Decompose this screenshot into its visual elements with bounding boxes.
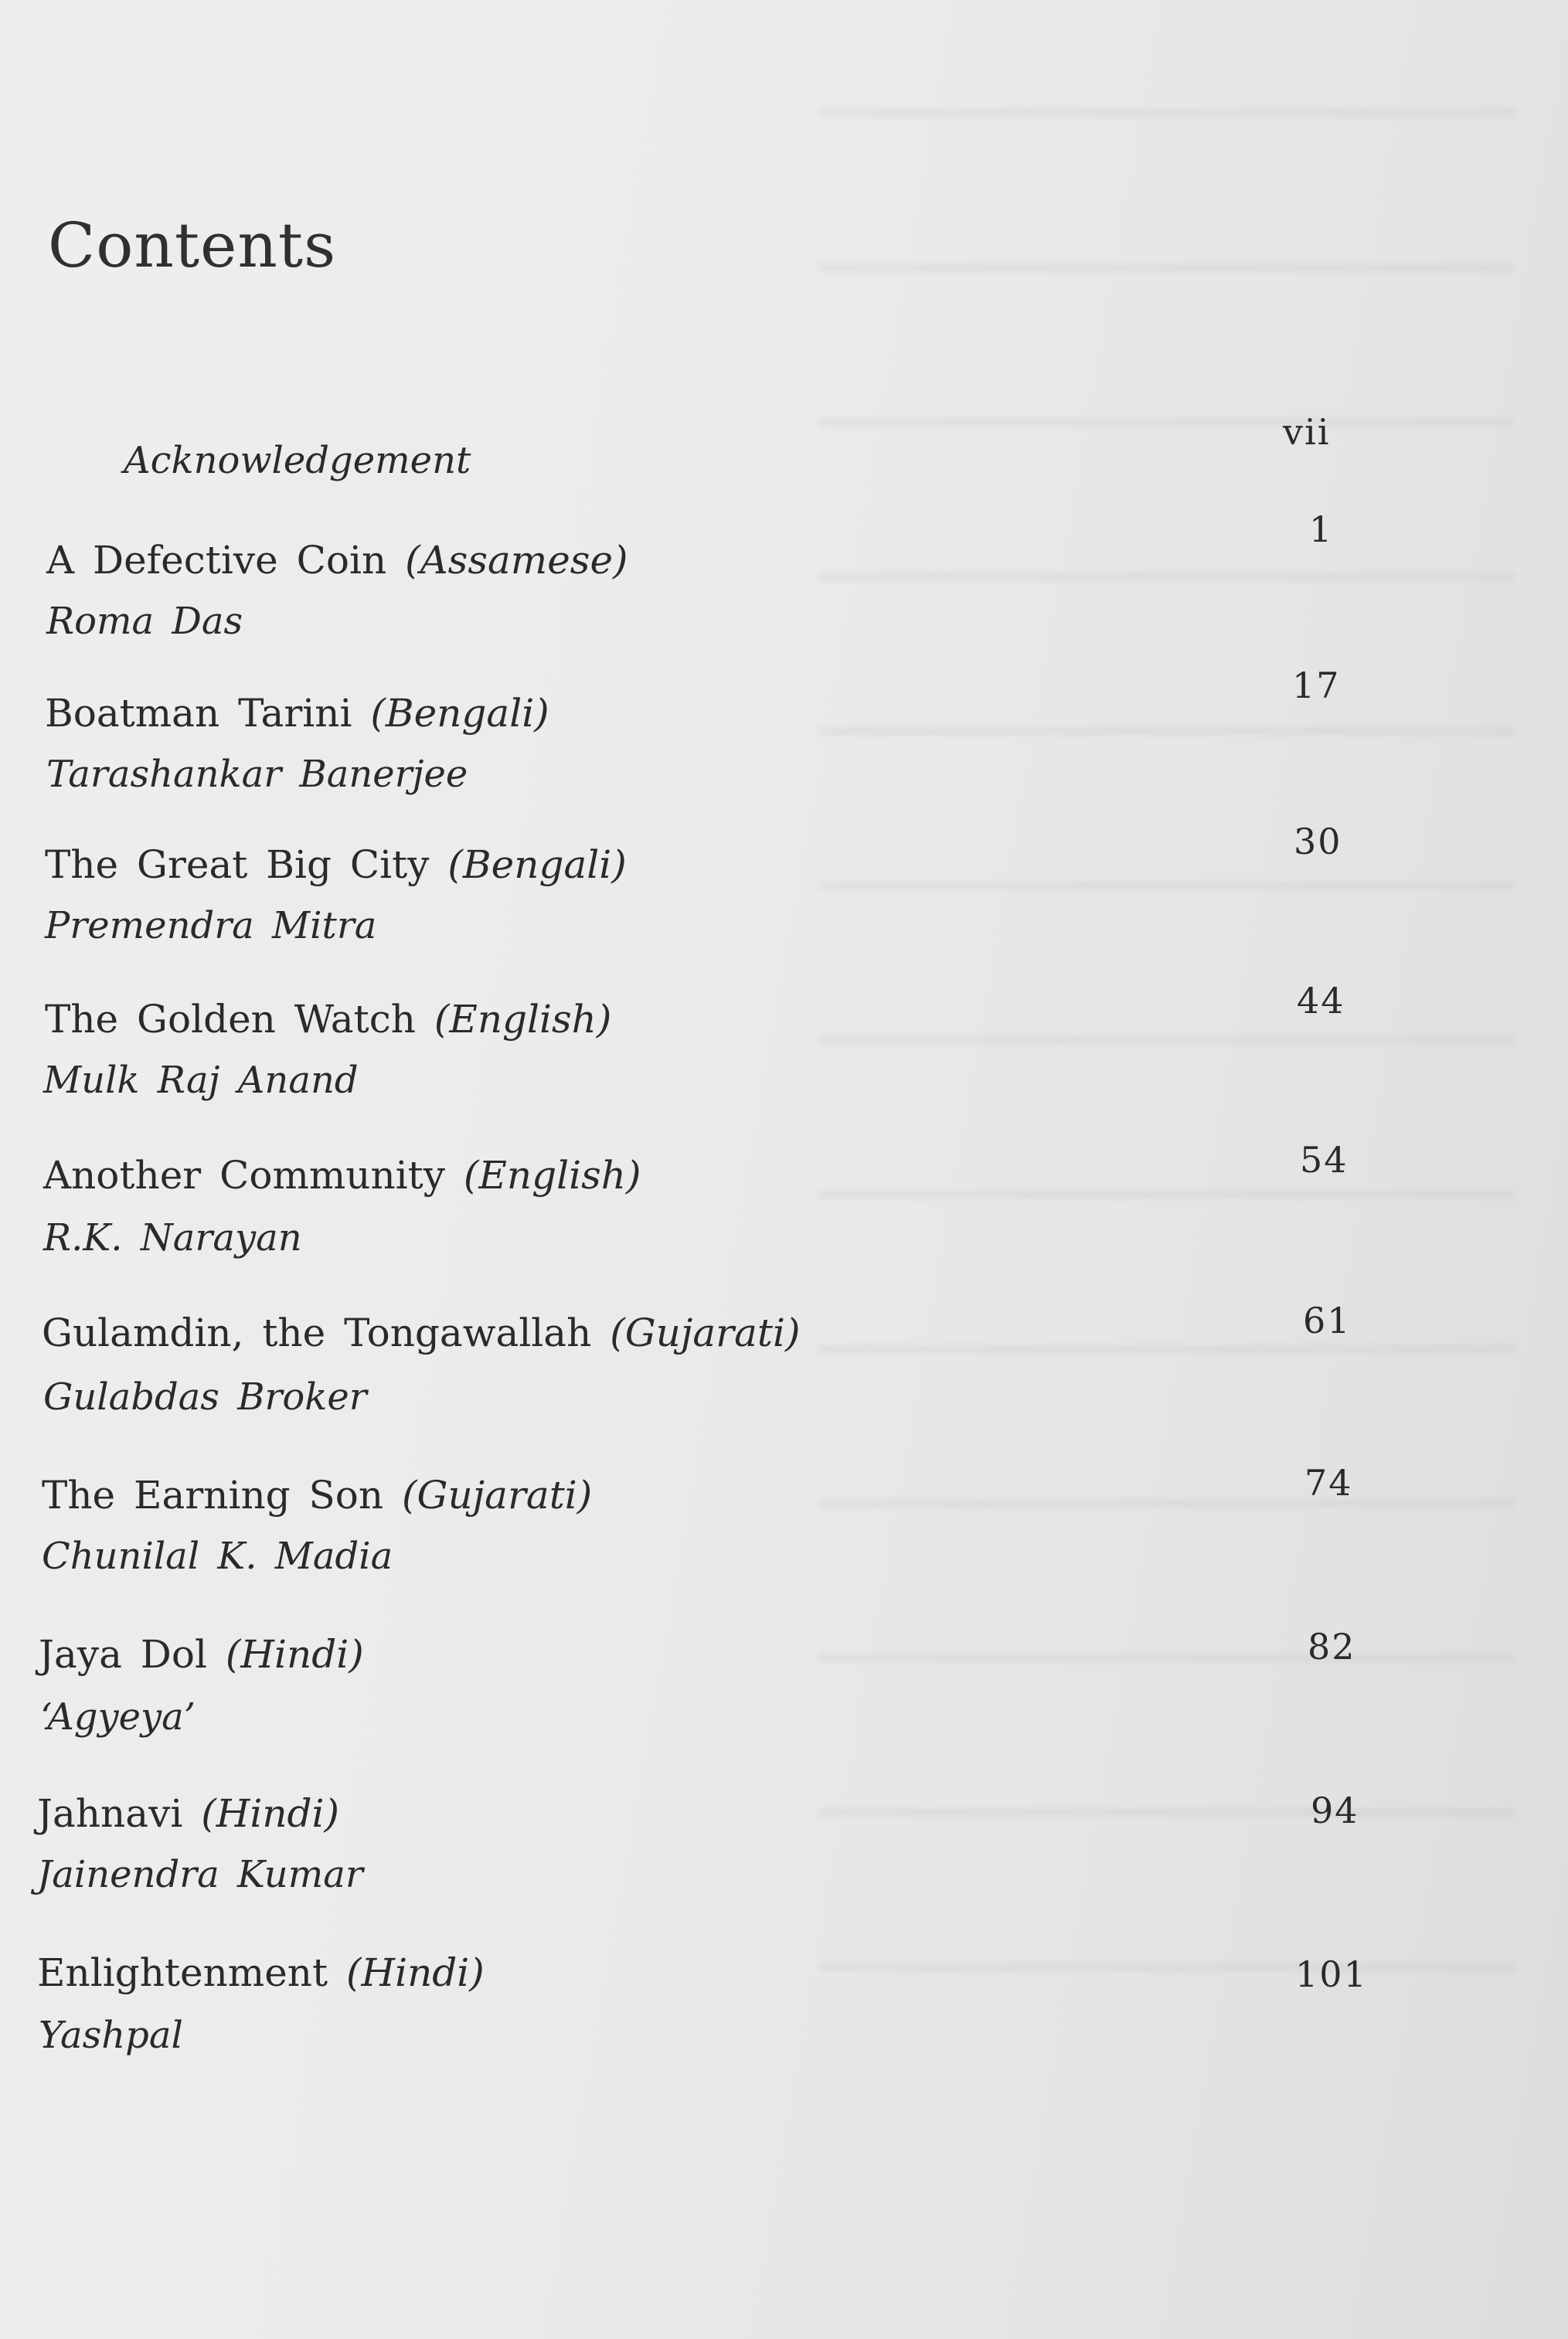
story-author: Gulabdas Broker bbox=[43, 1375, 367, 1419]
story-title bbox=[45, 842, 627, 887]
story-title bbox=[45, 997, 612, 1042]
bleed-through-texture bbox=[819, 46, 1515, 1978]
story-page-number: 30 bbox=[1294, 821, 1342, 862]
story-page-number: 101 bbox=[1295, 1953, 1368, 1995]
story-language: (English) bbox=[463, 1153, 641, 1198]
story-author: Roma Das bbox=[46, 600, 243, 643]
story-title bbox=[45, 691, 549, 736]
story-author: ‘Agyeya’ bbox=[40, 1695, 196, 1739]
story-title bbox=[37, 1950, 485, 1995]
story-page-number: 94 bbox=[1311, 1790, 1359, 1831]
story-title-text: Another Community bbox=[43, 1153, 446, 1198]
story-language: (Hindi) bbox=[201, 1791, 340, 1836]
story-language: (Assamese) bbox=[405, 538, 628, 583]
acknowledgement-label: Acknowledgement bbox=[124, 439, 471, 482]
story-page-number: 74 bbox=[1304, 1462, 1353, 1504]
story-author: Jainendra Kumar bbox=[37, 1853, 363, 1896]
story-title bbox=[39, 1632, 364, 1677]
story-title bbox=[42, 1311, 801, 1355]
story-language: (Bengali) bbox=[447, 842, 627, 887]
story-page-number: 44 bbox=[1297, 980, 1345, 1022]
story-language: (Gujarati) bbox=[610, 1311, 801, 1355]
story-title-text: The Golden Watch bbox=[45, 997, 416, 1042]
story-language: (Bengali) bbox=[370, 691, 549, 736]
story-language: (Gujarati) bbox=[402, 1473, 593, 1518]
story-language: (Hindi) bbox=[345, 1950, 485, 1995]
story-title-text: Gulamdin, the Tongawallah bbox=[42, 1311, 592, 1355]
story-page-number: 82 bbox=[1308, 1626, 1356, 1668]
story-author: Premendra Mitra bbox=[45, 904, 377, 947]
story-title-text: The Earning Son bbox=[42, 1473, 384, 1518]
story-author: Chunilal K. Madia bbox=[42, 1535, 393, 1578]
story-title-text: Enlightenment bbox=[37, 1950, 328, 1995]
story-page-number: 1 bbox=[1309, 508, 1334, 550]
story-language: (Hindi) bbox=[225, 1632, 364, 1677]
story-title-text: A Defective Coin bbox=[46, 538, 387, 583]
story-title bbox=[43, 1153, 641, 1198]
story-language: (English) bbox=[434, 997, 612, 1042]
story-title-text: Jaya Dol bbox=[39, 1632, 207, 1677]
story-title-text: Boatman Tarini bbox=[45, 691, 352, 736]
story-page-number: 17 bbox=[1292, 665, 1341, 706]
story-title bbox=[42, 1473, 593, 1518]
story-author: Mulk Raj Anand bbox=[43, 1059, 359, 1102]
story-title-text: The Great Big City bbox=[45, 842, 430, 887]
story-title bbox=[46, 538, 628, 583]
story-author: Tarashankar Banerjee bbox=[46, 753, 468, 796]
page-title: Contents bbox=[48, 209, 337, 281]
story-author: Yashpal bbox=[39, 2014, 183, 2057]
story-page-number: 54 bbox=[1300, 1139, 1349, 1181]
story-title bbox=[37, 1791, 340, 1836]
story-page-number: 61 bbox=[1303, 1300, 1352, 1341]
story-title-text: Jahnavi bbox=[37, 1791, 183, 1836]
story-author: R.K. Narayan bbox=[43, 1216, 302, 1260]
acknowledgement-page-number: vii bbox=[1283, 411, 1331, 453]
